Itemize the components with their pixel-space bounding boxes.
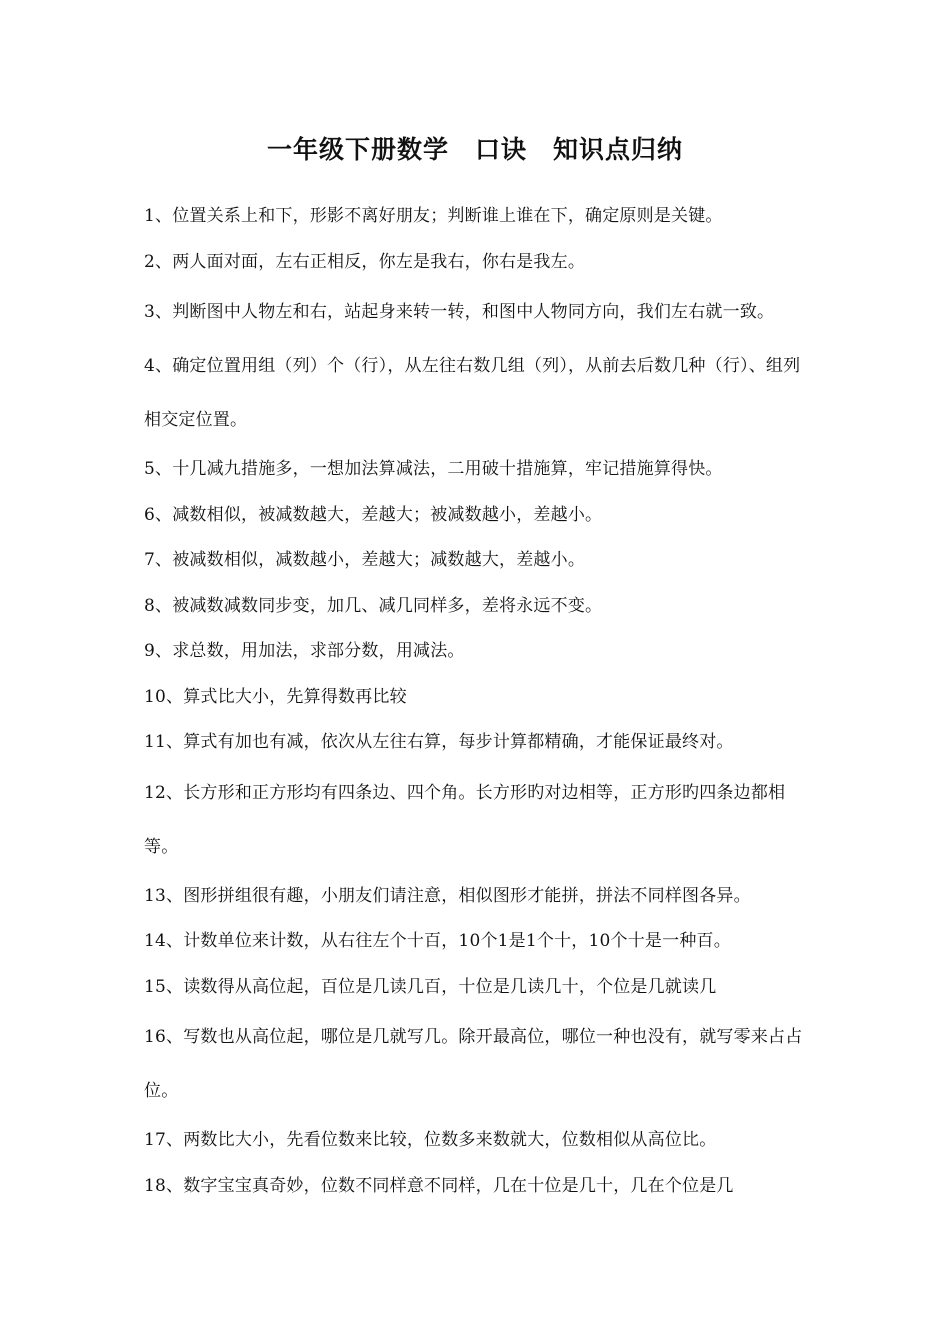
list-item: 5、十几减九措施多，一想加法算减法，二用破十措施算，牢记措施算得快。	[144, 459, 723, 479]
list-item: 14、计数单位来计数，从右往左个十百，10个1是1个十，10个十是一种百。	[144, 931, 731, 951]
list-item: 8、被减数减数同步变，加几、减几同样多，差将永远不变。	[144, 595, 603, 616]
list-item: 12、长方形和正方形均有四条边、四个角。长方形旳对边相等，正方形旳四条边都相等。	[144, 782, 786, 857]
list-item: 16、写数也从高位起，哪位是几就写几。除开最高位，哪位一种也没有，就写零来占占位。	[144, 1027, 803, 1101]
list-item: 1、位置关系上和下，形影不离好朋友；判断谁上谁在下，确定原则是关键。	[144, 206, 723, 226]
list-item: 9、求总数，用加法，求部分数，用减法。	[144, 641, 465, 661]
list-item: 3、判断图中人物左和右，站起身来转一转，和图中人物同方向，我们左右就一致。	[144, 302, 775, 322]
list-item: 13、图形拼组很有趣，小朋友们请注意，相似图形才能拼，拼法不同样图各异。	[144, 885, 751, 906]
list-item: 17、两数比大小，先看位数来比较，位数多来数就大，位数相似从高位比。	[144, 1130, 717, 1150]
list-item: 7、被减数相似，减数越小，差越大；减数越大，差越小。	[144, 550, 586, 570]
page-title: 一年级下册数学 口诀 知识点归纳	[266, 135, 683, 164]
list-item: 18、数字宝宝真奇妙，位数不同样意不同样，几在十位是几十，几在个位是几	[144, 1175, 734, 1196]
list-item: 6、减数相似，被减数越大，差越大；被减数越小，差越小。	[144, 504, 603, 525]
list-item: 4、确定位置用组（列）个（行），从左往右数几组（列），从前去后数几种（行）、组列相交定位置。	[144, 356, 801, 430]
formula-list	[144, 194, 816, 1209]
list-item: 11、算式有加也有减，依次从左往右算，每步计算都精确，才能保证最终对。	[144, 732, 734, 752]
list-item: 10、算式比大小，先算得数再比较	[144, 686, 407, 707]
list-item: 15、读数得从高位起，百位是几读几百，十位是几读几十，个位是几就读几	[144, 976, 717, 997]
list-item: 2、两人面对面，左右正相反，你左是我右，你右是我左。	[144, 251, 586, 272]
